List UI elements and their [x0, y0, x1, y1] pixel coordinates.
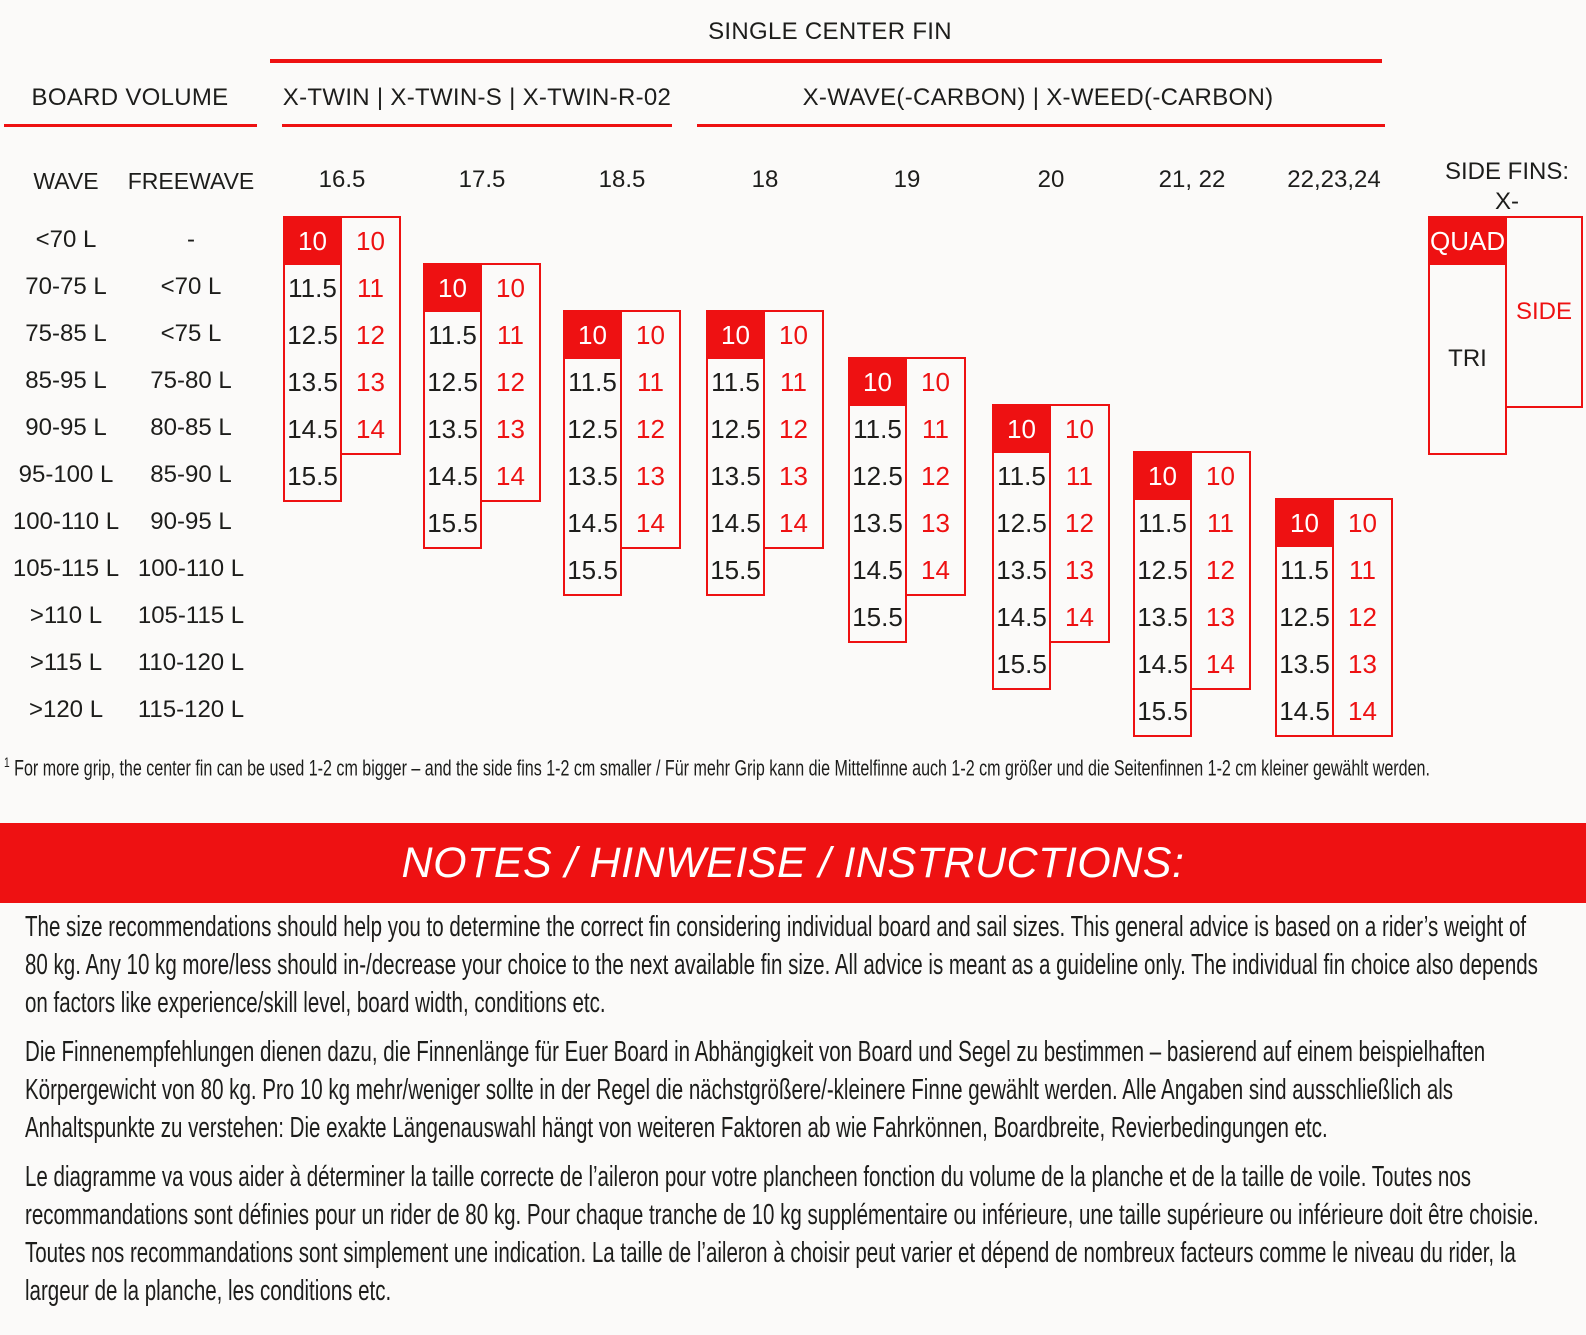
center-fin-column-5 [992, 404, 1051, 690]
tri-cell: 11.5 [428, 320, 477, 350]
center-fin-column-7 [1275, 498, 1334, 737]
quad-cell: 10 [565, 312, 620, 359]
side-cell: 14 [496, 461, 525, 491]
tri-cell: 14.5 [852, 555, 903, 585]
quad-cell: 10 [708, 312, 763, 359]
board-volume-freewave-4: 80-85 L [150, 414, 232, 441]
legend-side-fin-box [1507, 216, 1583, 408]
side-cell: 10 [496, 273, 525, 303]
board-volume-wave-2: 75-85 L [25, 320, 107, 347]
tri-cell: 14.5 [567, 508, 618, 538]
side-cell: 13 [1348, 649, 1377, 679]
tri-cell: 11.5 [711, 367, 760, 397]
side-cell: 11 [1349, 555, 1376, 585]
quad-cell: 10 [285, 218, 340, 265]
tri-cell: 12.5 [852, 461, 903, 491]
notes-section [25, 908, 1544, 1321]
side-cell: 11 [1066, 461, 1093, 491]
sail-size-label-2: 18.5 [598, 166, 646, 193]
side-cell: 12 [356, 320, 385, 350]
notes-banner-title: NOTES / HINWEISE / INSTRUCTIONS: [401, 838, 1185, 887]
center-fin-column-6 [1133, 451, 1192, 737]
side-fin-column-5 [1051, 404, 1110, 643]
quad-cell: 10 [425, 265, 480, 312]
center-fin-column-2 [563, 310, 622, 596]
side-fin-column-1 [482, 263, 541, 502]
legend-side-cell: SIDE [1515, 298, 1572, 325]
side-cell: 12 [1348, 602, 1377, 632]
board-volume-wave-4: 90-95 L [25, 414, 107, 441]
tri-cell: 13.5 [996, 555, 1047, 585]
tri-cell: 13.5 [567, 461, 618, 491]
tri-cell: 12.5 [996, 508, 1047, 538]
quad-cell: 10 [1277, 500, 1332, 547]
tri-cell: 11.5 [568, 367, 617, 397]
side-fins-label: SIDE FINS: [1444, 158, 1570, 185]
tri-cell: 13.5 [1279, 649, 1330, 679]
side-cell: 11 [780, 367, 807, 397]
tri-cell: 12.5 [1279, 602, 1330, 632]
tri-cell: 14.5 [710, 508, 761, 538]
sail-size-label-4: 19 [893, 166, 921, 193]
side-cell: 11 [1207, 508, 1234, 538]
center-fin-column-4 [848, 357, 907, 643]
tri-cell: 12.5 [567, 414, 618, 444]
footnote-text: For more grip, the center fin can be used 1-2 cm bigger – and the side fins 1-2 cm smaller / Für mehr Grip kann die Mittelfinne auch 1-2 cm größer und die Seitenfinnen 1-2 cm kleiner gewählt werden. [9, 755, 1430, 781]
side-cell: 12 [496, 367, 525, 397]
side-cell: 14 [779, 508, 808, 538]
divider-xwave [697, 124, 1385, 127]
side-fin-column-2 [622, 310, 681, 549]
divider-board-volume [4, 124, 257, 127]
tri-cell: 13.5 [287, 367, 338, 397]
side-cell: 11 [922, 414, 949, 444]
tri-cell: 11.5 [853, 414, 902, 444]
side-cell: 12 [1065, 508, 1094, 538]
board-volume-freewave-7: 100-110 L [137, 555, 245, 582]
footnote [4, 754, 1586, 781]
sail-size-label-0: 16.5 [318, 166, 366, 193]
side-cell: 10 [1206, 461, 1235, 491]
legend-center-fin-box [1428, 216, 1507, 455]
side-cell: 10 [1065, 414, 1094, 444]
sail-size-label-5: 20 [1037, 166, 1065, 193]
tri-cell: 15.5 [567, 555, 618, 585]
board-volume-wave-3: 85-95 L [25, 367, 107, 394]
side-cell: 10 [356, 226, 385, 256]
tri-cell: 13.5 [1137, 602, 1188, 632]
tri-cell: 14.5 [1137, 649, 1188, 679]
side-cell: 12 [636, 414, 665, 444]
side-fin-column-0 [342, 216, 401, 455]
center-fin-column-3 [706, 310, 765, 596]
side-fin-column-4 [907, 357, 966, 596]
side-cell: 13 [921, 508, 950, 538]
board-volume-wave-7: 105-115 L [12, 555, 120, 582]
board-volume-wave-8: >110 L [29, 602, 103, 629]
side-fin-column-7 [1334, 498, 1393, 737]
side-cell: 11 [637, 367, 664, 397]
tri-cell: 15.5 [996, 649, 1047, 679]
tri-cell: 15.5 [710, 555, 761, 585]
sail-size-label-7: 22,23,24 [1287, 166, 1381, 193]
board-volume-wave-6: 100-110 L [12, 508, 120, 535]
side-cell: 13 [1065, 555, 1094, 585]
tri-cell: 12.5 [427, 367, 478, 397]
tri-cell: 12.5 [287, 320, 338, 350]
side-fin-column-3 [765, 310, 824, 549]
side-cell: 14 [1206, 649, 1235, 679]
tri-cell: 12.5 [1137, 555, 1188, 585]
divider-xtwin [282, 124, 672, 127]
side-cell: 10 [1348, 508, 1377, 538]
side-cell: 14 [1348, 696, 1377, 726]
notes-paragraph-en: The size recommendations should help you to determine the correct fin considering individual board and sail sizes. This general advice is based on a rider’s weight of 80 kg. Any 10 kg more/less should in-/decrease your choice to the next available fin size. All advice is meant as a guideline only. The individual fin choice also depends on factors like experience/skill level, board width, conditions etc. [25, 911, 1538, 1019]
board-volume-wave-10: >120 L [28, 696, 104, 723]
sail-size-label-3: 18 [751, 166, 779, 193]
side-cell: 10 [636, 320, 665, 350]
side-cell: 14 [356, 414, 385, 444]
table-title: SINGLE CENTER FIN [708, 18, 952, 45]
tri-cell: 13.5 [710, 461, 761, 491]
side-cell: 10 [779, 320, 808, 350]
notes-paragraph-de: Die Finnenempfehlungen dienen dazu, die Finnenlänge für Euer Board in Abhängigkeit von Board und Segel zu bestimmen – basierend auf einem beispielhaften Körpergewicht von 80 kg. Pro 10 kg mehr/weniger sollte in der Regel die nächstgrößere/-kleinere Finne gewählt werden. Alle Angaben sind ausschließlich als Anhaltspunkte zu verstehen: Die exakte Längenauswahl hängt von weiteren Faktoren ab wie Fahrkönnen, Boardbreite, Revierbedingungen etc. [25, 1036, 1486, 1144]
quad-cell: 10 [1135, 453, 1190, 500]
side-cell: 11 [497, 320, 524, 350]
column-header-freewave: FREEWAVE [127, 168, 255, 194]
side-fins-prefix-label: X- [1495, 188, 1519, 215]
board-volume-freewave-1: <70 L [160, 273, 222, 300]
side-fin-column-6 [1192, 451, 1251, 690]
side-cell: 13 [356, 367, 385, 397]
board-volume-wave-0: <70 L [35, 226, 97, 253]
sail-size-label-6: 21, 22 [1158, 166, 1226, 193]
sail-size-label-1: 17.5 [458, 166, 506, 193]
side-cell: 13 [496, 414, 525, 444]
board-volume-freewave-2: <75 L [160, 320, 222, 347]
tri-cell: 13.5 [427, 414, 478, 444]
legend-quad-cell: QUAD [1430, 218, 1505, 265]
tri-cell: 14.5 [1279, 696, 1330, 726]
tri-cell: 15.5 [287, 461, 338, 491]
board-volume-wave-5: 95-100 L [18, 461, 114, 488]
column-header-wave: WAVE [33, 168, 99, 194]
tri-cell: 13.5 [852, 508, 903, 538]
footnote-superscript: 1 [4, 754, 10, 770]
board-volume-freewave-0: - [187, 226, 195, 253]
side-cell: 13 [1206, 602, 1235, 632]
tri-cell: 11.5 [997, 461, 1046, 491]
side-cell: 14 [636, 508, 665, 538]
side-cell: 12 [779, 414, 808, 444]
tri-cell: 15.5 [1137, 696, 1188, 726]
side-cell: 13 [636, 461, 665, 491]
tri-cell: 11.5 [1280, 555, 1329, 585]
board-volume-header: BOARD VOLUME [31, 84, 229, 111]
tri-cell: 11.5 [288, 273, 337, 303]
board-volume-wave-1: 70-75 L [25, 273, 107, 300]
tri-cell: 14.5 [287, 414, 338, 444]
tri-cell: 14.5 [996, 602, 1047, 632]
board-volume-freewave-6: 90-95 L [150, 508, 232, 535]
center-fin-column-0 [283, 216, 342, 502]
notes-paragraph-fr: Le diagramme va vous aider à déterminer la taille correcte de l’aileron pour votre plancheen fonction du volume de la planche et de la taille de voile. Toutes nos recommandations sont définies pour un rider de 80 kg. Pour chaque tranche de 10 kg supplémentaire ou inférieure, une taille supérieure ou inférieure doit être choisie. Toutes nos recommandations sont simplement une indication. La taille de l’aileron à choisir peut varier et dépend de nombreux facteurs comme le niveau du rider, la largeur de la planche, les conditions etc. [25, 1161, 1539, 1307]
board-volume-freewave-10: 115-120 L [137, 696, 245, 723]
tri-cell: 14.5 [427, 461, 478, 491]
board-volume-freewave-3: 75-80 L [150, 367, 232, 394]
board-volume-freewave-8: 105-115 L [137, 602, 245, 629]
quad-cell: 10 [850, 359, 905, 406]
tri-cell: 11.5 [1138, 508, 1187, 538]
side-cell: 14 [1065, 602, 1094, 632]
center-fin-column-1 [423, 263, 482, 549]
side-cell: 12 [921, 461, 950, 491]
tri-cell: 12.5 [710, 414, 761, 444]
side-cell: 14 [921, 555, 950, 585]
quad-cell: 10 [994, 406, 1049, 453]
side-cell: 10 [921, 367, 950, 397]
tri-cell: 15.5 [427, 508, 478, 538]
notes-banner [0, 823, 1586, 903]
board-volume-freewave-9: 110-120 L [137, 649, 245, 676]
board-volume-freewave-5: 85-90 L [150, 461, 232, 488]
group-header-xtwin: X-TWIN | X-TWIN-S | X-TWIN-R-02 [282, 84, 672, 111]
board-volume-wave-9: >115 L [29, 649, 103, 676]
legend-tri-cell: TRI [1448, 345, 1487, 372]
tri-cell: 15.5 [852, 602, 903, 632]
divider-top [270, 59, 1382, 63]
side-cell: 13 [779, 461, 808, 491]
group-header-xwave: X-WAVE(-CARBON) | X-WEED(-CARBON) [802, 84, 1274, 111]
side-cell: 12 [1206, 555, 1235, 585]
side-cell: 11 [357, 273, 384, 303]
